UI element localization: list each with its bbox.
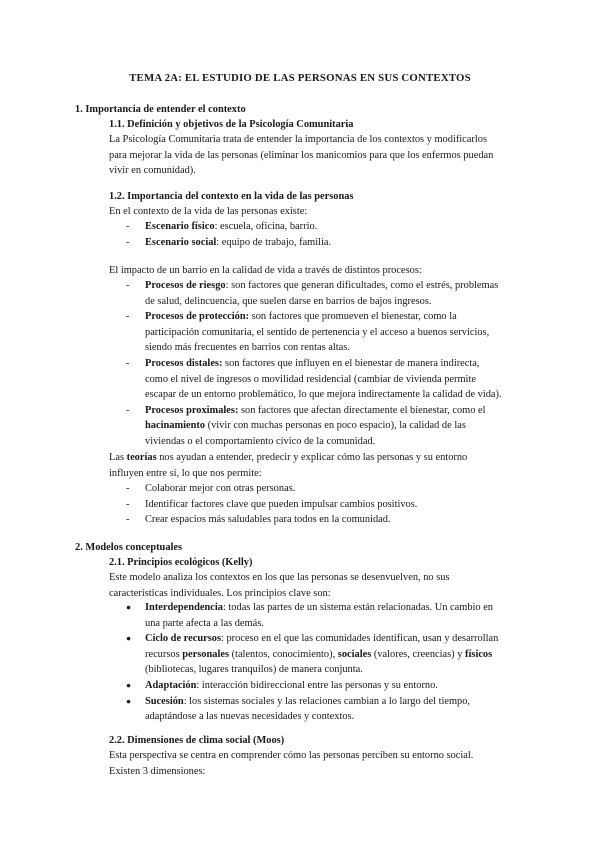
term: Procesos de protección: [145, 311, 250, 323]
list-item: - Colaborar mejor con otras personas. [109, 481, 529, 497]
text-line: Existen 3 dimensiones: [109, 765, 206, 777]
term: Adaptación [145, 679, 197, 691]
principios-list [109, 600, 529, 725]
list-item: ● Sucesión: los sistemas sociales y las relaciones cambian a lo largo del tiempo, adaptándose a las nuevas necesidades y contextos. [109, 694, 529, 725]
text-line: La Psicología Comunitaria trata de entender la importancia de los contextos y modificarlos [109, 134, 487, 145]
term: Sucesión [145, 695, 184, 707]
contexto-intro: En el contexto de la vida de las personas existe: [109, 206, 308, 217]
term: Procesos distales: [145, 357, 223, 369]
section-1-1-heading: 1.1. Definición y objetivos de la Psicología Comunitaria [109, 119, 354, 130]
section-2-2-paragraph [109, 748, 529, 779]
section-2-heading: 2. Modelos conceptuales [75, 542, 183, 553]
text-line: para mejorar la vida de las personas (eliminar los manicomios para que los enfermos puedan [109, 149, 494, 161]
text-line: Este modelo analiza los contextos en los que las personas se desenvuelven, no sus [109, 572, 450, 583]
term: Interdependencia [145, 602, 223, 613]
list-item: - Procesos de protección: son factores que promueven el bienestar, como la participación comunitaria, el sentido de pertenencia y el acceso a buenos servicios, siendo más frecuentes en barrios con rentas altas. [109, 309, 529, 356]
text-line: características individuales. Los principios clave son: [109, 587, 331, 599]
term: Procesos proximales: [145, 404, 239, 416]
term: Procesos de riesgo [145, 280, 226, 291]
section-1-1-paragraph [109, 132, 529, 179]
section-1-2-heading: 1.2. Importancia del contexto en la vida de las personas [109, 191, 354, 202]
list-item: - Procesos distales: son factores que influyen en el bienestar de manera indirecta, como el nivel de ingresos o movilidad residencial (cambiar de vivienda permite escapar de un entorno problemático, lo que mejora indirectamente la calidad de vida). [109, 356, 529, 403]
page-title: TEMA 2A: EL ESTUDIO DE LAS PERSONAS EN SUS CONTEXTOS [129, 72, 471, 84]
term: hacinamiento [145, 420, 206, 432]
text-line: vivir en comunidad). [109, 165, 196, 177]
term: Escenario social [145, 236, 217, 248]
procesos-list [109, 278, 529, 450]
list-item: - Procesos de riesgo: son factores que generan dificultades, como el estrés, problemas de salud, delincuencia, que suelen darse en barrios de bajos ingresos. [109, 278, 529, 309]
list-item: ● Interdependencia: todas las partes de un sistema están relacionadas. Un cambio en una parte afecta a las demás. [109, 600, 529, 631]
section-2-2-heading: 2.2. Dimensiones de clima social (Moos) [109, 735, 285, 746]
beneficios-list [109, 481, 529, 528]
list-item: - Escenario físico: escuela, oficina, barrio. [109, 219, 529, 235]
list-item: - Identificar factores clave que pueden impulsar cambios positivos. [109, 497, 529, 513]
term: teorías [126, 452, 157, 463]
term: Escenario físico [145, 221, 215, 232]
section-2-1-heading: 2.1. Principios ecológicos (Kelly) [109, 557, 253, 568]
text-line: Esta perspectiva se centra en comprender cómo las personas perciben su entorno social. [109, 750, 474, 761]
list-item: - Escenario social: equipo de trabajo, familia. [109, 235, 529, 251]
list-item: - Procesos proximales: son factores que afectan directamente el bienestar, como el hacinamiento (vivir con muchas personas en poco espacio), la calidad de las viviendas o el comportamiento cívico de la comunidad. [109, 403, 529, 450]
section-1-heading: 1. Importancia de entender el contexto [75, 104, 246, 115]
list-item: ● Ciclo de recursos: proceso en el que las comunidades identifican, usan y desarrollan recursos personales (talentos, conocimiento), sociales (valores, creencias) y físicos (bibliotecas, lugares tranquilos) de manera conjunta. [109, 631, 529, 678]
term: Ciclo de recursos [145, 633, 221, 645]
teorias-paragraph: Las teorías nos ayudan a entender, predecir y explicar cómo las personas y su entorno influyen entre sí, lo que nos permite: [109, 452, 468, 479]
list-item: - Crear espacios más saludables para todos en la comunidad. [109, 512, 529, 528]
escenarios-list [109, 219, 529, 250]
impacto-intro: El impacto de un barrio en la calidad de vida a través de distintos procesos: [109, 265, 422, 276]
section-2-1-paragraph [109, 570, 529, 601]
list-item: ● Adaptación: interacción bidireccional entre las personas y su entorno. [109, 678, 529, 694]
